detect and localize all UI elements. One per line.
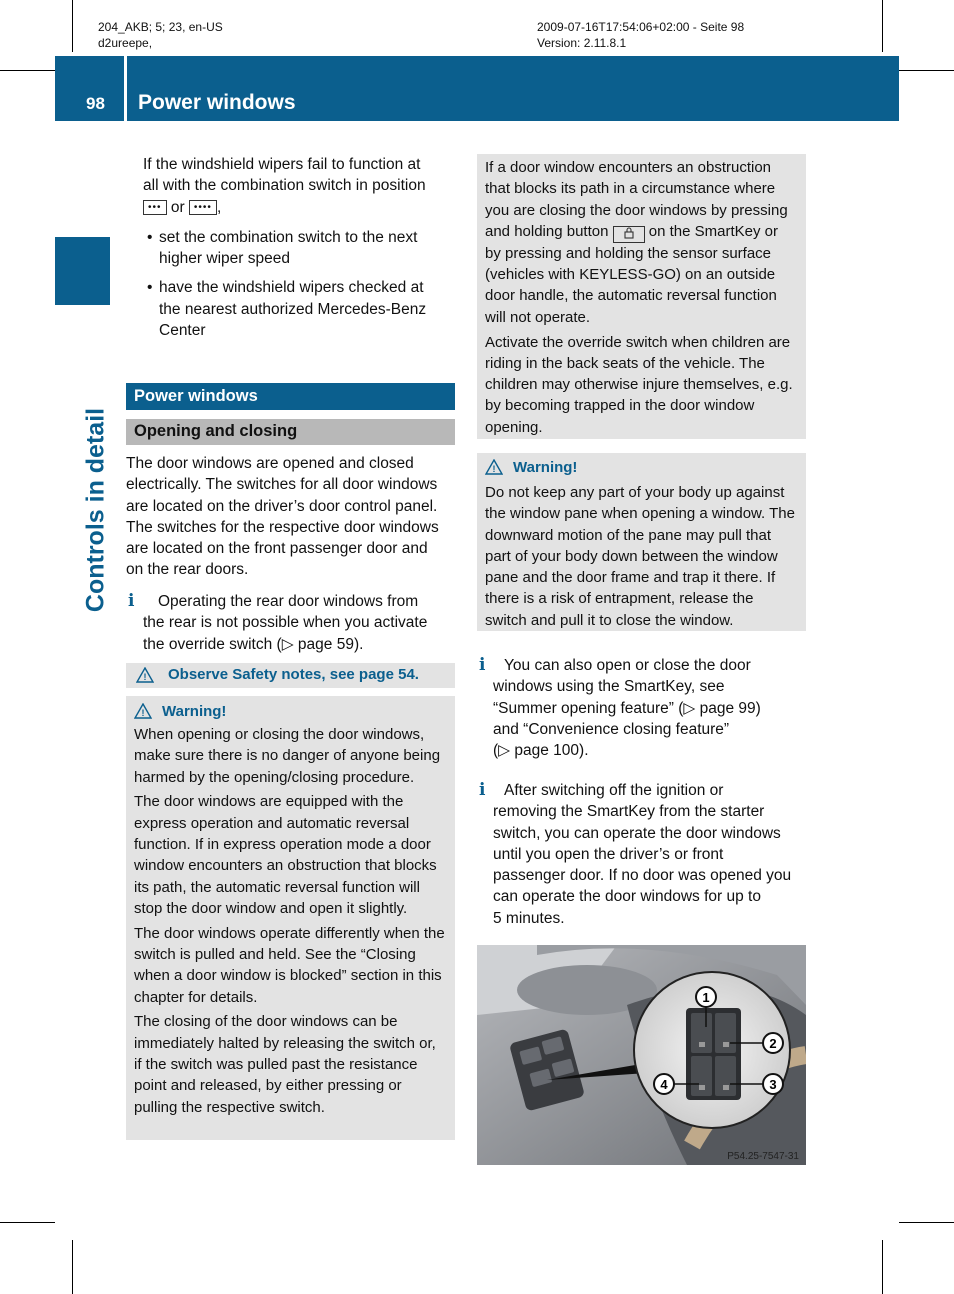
- callout-label: 2: [769, 1036, 777, 1051]
- info-icon: i: [128, 591, 135, 611]
- warning-paragraph: The door windows operate differently when the switch is pulled and held. See the “Closing when a door window is blocked” section in this chapter for details.: [134, 924, 445, 1006]
- intro-line: If the windshield wipers fail to function at: [143, 156, 421, 173]
- info-line: and “Convenience closing feature”: [493, 720, 730, 738]
- warning-triangle-icon: [134, 703, 152, 719]
- list-item-line: have the windshield wipers checked at: [159, 279, 424, 297]
- info-icon: i: [479, 780, 486, 800]
- bullet: •: [147, 228, 153, 246]
- warning-paragraph: The door windows are equipped with the express operation and automatic reversal function. If in express operation mode a door window encounters an obstruction that blocks its path, the automatic reversal function will stop the door window and open it slightly.: [134, 793, 437, 917]
- warning-box: [126, 696, 455, 1140]
- body-line: electrically. The switches for all door windows: [126, 476, 438, 494]
- crop-mark: [0, 70, 55, 71]
- meta-line: 2009-07-16T17:54:06+02:00 - Seite 98: [537, 20, 745, 34]
- page-title: Power windows: [138, 91, 296, 114]
- crop-mark: [882, 1240, 883, 1294]
- door-panel-illustration: [477, 945, 806, 1165]
- warning-paragraph: Do not keep any part of your body up against the window pane when opening a window. The downward motion of the pane may pull that part of your body down between the window pane and the door frame and trap it there. If there is a risk of entrapment, release the switch and pull it to close the window.: [485, 484, 795, 629]
- list-item-line: Center: [159, 322, 206, 340]
- info-line: (▷ page 100).: [493, 742, 589, 760]
- warning-triangle-icon: [136, 667, 154, 683]
- or-text: or: [166, 198, 189, 216]
- section-heading: Power windows: [126, 383, 455, 410]
- body-line: on the rear doors.: [126, 561, 249, 579]
- list-item: [143, 277, 458, 341]
- info-line: the override switch (▷ page 59).: [143, 635, 364, 653]
- body-paragraph: [126, 453, 458, 581]
- safety-note-box: [126, 663, 455, 688]
- chapter-label: Controls in detail: [81, 407, 110, 613]
- note-paragraph: Activate the override switch when children are riding in the back seats of the vehicle. The children may otherwise injure themselves, e.g. by becoming trapped in the door window opening.: [485, 333, 793, 436]
- warning-box: [477, 453, 806, 631]
- info-line: windows using the SmartKey, see: [493, 678, 725, 696]
- warning-triangle-icon: [485, 459, 503, 475]
- info-line: Operating the rear door windows from: [158, 593, 419, 610]
- list-item-line: the nearest authorized Mercedes-Benz: [159, 300, 427, 318]
- safety-note-link[interactable]: Observe Safety notes, see page 54.: [168, 666, 419, 683]
- crop-mark: [882, 0, 883, 52]
- info-line: passenger door. If no door was opened you: [493, 867, 792, 885]
- info-line: can operate the door windows for up to: [493, 888, 761, 906]
- svg-text:!: !: [141, 708, 145, 718]
- meta-line: 204_AKB; 5; 23, en-US: [98, 20, 223, 34]
- info-line: until you open the driver’s or front: [493, 845, 724, 863]
- callout-label: 3: [769, 1077, 777, 1092]
- intro-text: [143, 154, 458, 341]
- callout-label: 1: [702, 990, 710, 1005]
- chapter-tab: [55, 237, 110, 305]
- bullet: •: [147, 279, 153, 297]
- info-line: switch, you can operate the door windows: [493, 824, 781, 842]
- subsection-heading: Opening and closing: [126, 419, 455, 445]
- crop-mark: [72, 0, 73, 52]
- svg-text:!: !: [143, 671, 147, 682]
- door-switch-photo: [477, 945, 806, 1165]
- body-line: are located on the front passenger door and: [126, 540, 428, 558]
- body-line: The switches for the respective door windows: [126, 518, 439, 536]
- print-meta-left: [98, 19, 223, 51]
- callout-3: [763, 1074, 783, 1094]
- crop-mark: [899, 1222, 954, 1223]
- wiper-position-key: ••••: [189, 200, 217, 215]
- info-line: the rear is not possible when you activate: [143, 614, 428, 632]
- list-item: [143, 227, 458, 270]
- info-line: 5 minutes.: [493, 909, 565, 927]
- intro-line: all with the combination switch in position: [143, 177, 426, 195]
- note-text: If a door window encounters an obstruction that blocks its path in a circumstance where you are closing the door windows by pressing and holding button: [485, 159, 788, 240]
- info-icon: i: [479, 655, 486, 675]
- note-box: [477, 154, 806, 439]
- crop-mark: [0, 1222, 55, 1223]
- info-note: [126, 591, 458, 655]
- note-text: on the SmartKey or by pressing and holding the sensor surface (vehicles with KEYLESS-GO) on an outside door handle, the automatic reversal function will not operate.: [485, 222, 779, 326]
- wiper-position-key: •••: [143, 200, 167, 215]
- info-note: [477, 655, 809, 761]
- warning-paragraph: When opening or closing the door windows, make sure there is no danger of anyone being harmed by the opening/closing procedure.: [134, 726, 441, 786]
- list-item-line: set the combination switch to the next: [159, 228, 418, 246]
- info-line: removing the SmartKey from the starter: [493, 803, 765, 821]
- print-meta-right: [537, 19, 744, 51]
- info-line: You can also open or close the door: [504, 657, 751, 674]
- callout-1: [696, 987, 716, 1007]
- note-paragraph: [485, 157, 798, 328]
- body-line: are located on the driver’s door control panel.: [126, 497, 438, 515]
- body-line: The door windows are opened and closed: [126, 455, 414, 472]
- info-note: [477, 780, 809, 929]
- info-line: “Summer opening feature” (▷ page 99): [493, 699, 761, 717]
- lock-button-icon: [613, 226, 645, 243]
- figure-code: P54.25-7547-31: [727, 1151, 799, 1162]
- page-number: 98: [86, 94, 105, 113]
- warning-heading: Warning!: [513, 458, 578, 476]
- crop-mark: [899, 70, 954, 71]
- intro-position-line: [143, 197, 458, 218]
- warning-heading: Warning!: [162, 702, 227, 720]
- list-item-line: higher wiper speed: [159, 250, 290, 268]
- warning-paragraph: The closing of the door windows can be immediately halted by releasing the switch or, if the switch was pulled past the resistance point and released, by either pressing or pulling the respective switch.: [134, 1013, 436, 1116]
- meta-line: d2ureepe,: [98, 36, 153, 50]
- info-line: After switching off the ignition or: [504, 782, 724, 799]
- callout-4: [654, 1074, 674, 1094]
- meta-line: Version: 2.11.8.1: [537, 36, 627, 50]
- comma: ,: [216, 198, 222, 216]
- callout-2: [763, 1033, 783, 1053]
- svg-text:!: !: [492, 464, 496, 474]
- callout-label: 4: [660, 1077, 668, 1092]
- crop-mark: [72, 1240, 73, 1294]
- header-divider: [124, 56, 127, 121]
